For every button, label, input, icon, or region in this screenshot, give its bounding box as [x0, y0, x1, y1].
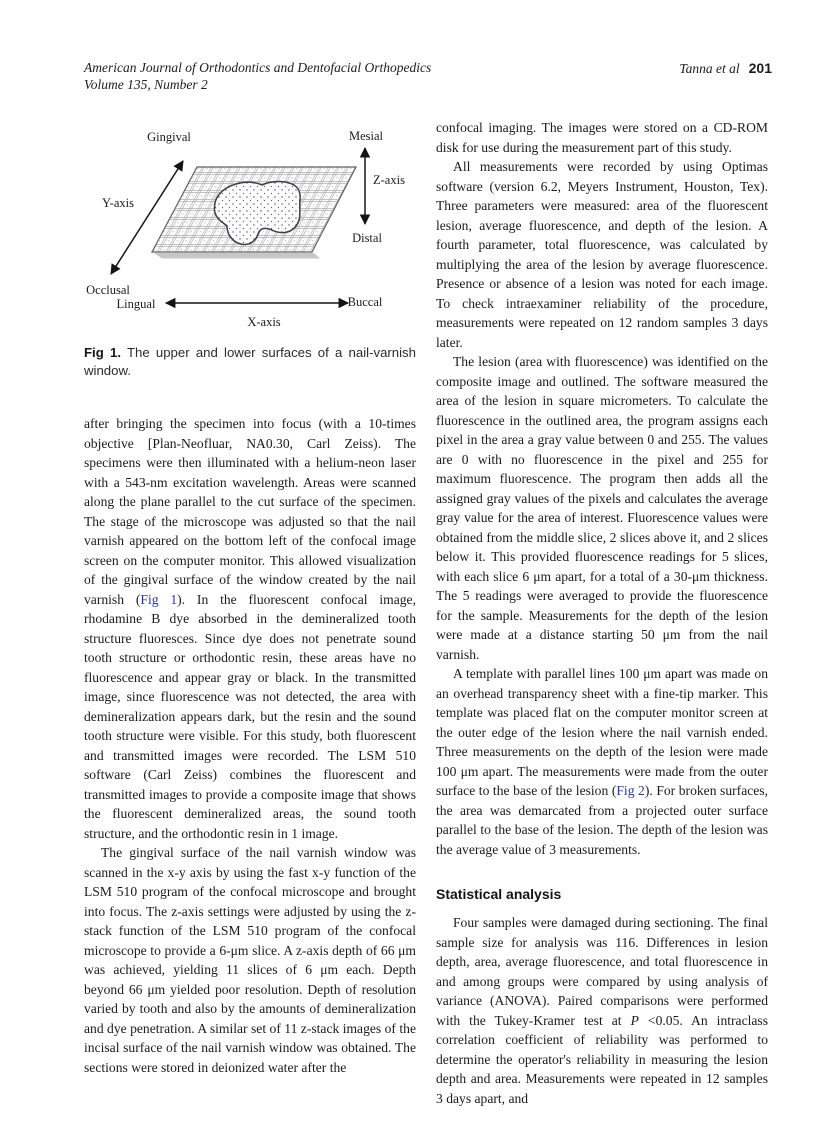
label-lingual: Lingual [116, 297, 156, 311]
journal-title: American Journal of Orthodontics and Dentofacial Orthopedics [84, 60, 432, 75]
p-value-symbol: P [630, 1012, 639, 1028]
section-heading-statistical-analysis: Statistical analysis [436, 886, 562, 902]
label-mesial: Mesial [348, 129, 384, 143]
page-number: 201 [748, 60, 772, 76]
paragraph-stats-1 [436, 913, 768, 1108]
figure-1-caption [84, 344, 416, 379]
plane-shadow [154, 253, 320, 259]
paragraph-methods-2: The gingival surface of the nail varnish window was scanned in the x-y axis by using the fast x-y function of the LSM 510 program of the confocal microscope and brought into focus. The z-axis settings were adjusted by using the z-stack function of the LSM 510 program of the confocal microscope to provide a 6-μm slice. A z-axis depth of 66 μm was achieved, yielding 11 slices of 6 μm each. Depth beyond 66 μm yielded poor resolution. Depth of resolution varied by tooth and also by the amounts of demineralization and dye penetration. A similar set of 11 z-stack images of the incisal surface of the nail varnish window was obtained. The sections were stored in deionized water after the [84, 845, 416, 1075]
body-column-right [436, 118, 768, 1108]
paragraph-methods-4: All measurements were recorded by using Optimas software (version 6.2, Meyers Instrument, Houston, Tex). Three parameters were measured: area of the fluorescent lesion, average fluorescence, and depth of the lesion. A fourth parameter, total fluorescence, was calculated by multiplying the area of the lesion by average fluorescence. Presence or absence of a lesion was noted for each image. To check intraexaminer reliability of the procedure, measurements were repeated on 12 random samples 3 days later. [436, 159, 768, 350]
figure-1 [84, 118, 416, 336]
paragraph-text: ). For broken surfaces, the area was demarcated from a projected outer surface parallel to the base of the lesion. The depth of the lesion was the average value of 3 measurements. [436, 783, 768, 857]
paragraph-text: A template with parallel lines 100 μm apart was made on an overhead transparency sheet with a fine-tip marker. This template was placed flat on the computer monitor screen at the outer edge of the lesion where the nail varnish ended. Three measurements on the depth of the lesion were made 100 μm apart. The measurements were made from the outer surface to the base of the lesion ( [436, 666, 768, 798]
figure-1-caption-text: The upper and lower surfaces of a nail-varnish window. [84, 345, 416, 378]
label-gingival: Gingival [147, 130, 191, 144]
paragraph-methods-5: The lesion (area with fluorescence) was identified on the composite image and outlined. The software measured the area of the lesion in square micrometers. To calculate the fluorescence in the outlined area, the program assigns each pixel in the area a gray value between 0 and 255. The values are 0 with no fluorescence in the pixel and 255 for maximum fluorescence. The program then adds all the assigned gray values of the pixels and calculates the average gray value for the area of interest. Fluorescence values were obtained from the middle slice, 2 slices above it, and 2 slices below it. This provided fluorescence readings for 5 slices, with each slice 6 μm apart, for a total of a 30-μm thickness. The 5 readings were averaged to provide the fluorescence for the sample. Measurements for the depth of the lesion were made at a distance starting 50 μm from the nail varnish. [436, 354, 768, 662]
label-z-axis: Z-axis [373, 173, 405, 187]
paragraph-text: Four samples were damaged during sectioning. The final sample size for analysis was 116. Differences in lesion depth, area, average fluorescence, and total fluorescence in and among groups were compared by using analysis of variance (ANOVA). Paired comparisons were performed with the Tukey-Kramer test at [436, 915, 768, 1028]
label-distal: Distal [352, 231, 382, 245]
paragraph-methods-6 [436, 664, 768, 859]
label-x-axis: X-axis [247, 315, 281, 329]
paragraph-text: <0.05. An intraclass correlation coefficient of reliability was performed to determine the operator's reliability in measuring the lesion depth and area. Measurements were repeated in 12 samples 3 days apart, and [436, 1012, 769, 1106]
fig1-crossref-link[interactable]: Fig 1 [140, 591, 178, 607]
paragraph-text: after bringing the specimen into focus (with a 10-times objective [Plan-Neofluar, NA0.30, Carl Zeiss). The specimens were then illuminated with a helium-neon laser with a 543-nm excitation wavelength. Areas were scanned along the plane parallel to the cut surface of the specimen. The stage of the microscope was adjusted so that the nail varnish appeared on the bottom left of the confocal image screen on the computer monitor. This allowed visualization of the gingival surface of the window created by the nail varnish ( [84, 416, 416, 607]
body-column-left [84, 414, 416, 1077]
journal-issue: Volume 135, Number 2 [84, 76, 208, 92]
label-y-axis: Y-axis [102, 196, 134, 210]
running-head-left [84, 60, 431, 93]
nail-varnish-window-diagram [84, 118, 416, 336]
paragraph-methods-3: confocal imaging. The images were stored on a CD-ROM disk for use during the measurement part of this study. [436, 120, 768, 155]
fig2-crossref-link[interactable]: Fig 2 [616, 783, 645, 798]
running-authors: Tanna et al [679, 61, 740, 76]
label-occlusal: Occlusal [86, 283, 130, 297]
paragraph-text: ). In the fluorescent confocal image, rhodamine B dye absorbed in the demineralized tooth structure fluoresces. Since dye does not penetrate sound tooth structure or orthodontic resin, these areas have no fluorescence and appear gray or black. In the transmitted image, since fluorescence was not detected, the area with demineralization appears dark, but the resin and the sound tooth structure were visible. For this study, both fluorescent and transmitted images were recorded. The LSM 510 software (Carl Zeiss) combines the fluorescent and transmitted images to provide a composite image that shows the fluorescent demineralized areas, the sound tooth structure, and the orthodontic resin in 1 image. [84, 591, 416, 841]
running-head-right [679, 60, 772, 78]
label-buccal: Buccal [347, 295, 383, 309]
paragraph-methods-1 [84, 414, 416, 843]
figure-1-caption-label: Fig 1. [84, 345, 121, 360]
